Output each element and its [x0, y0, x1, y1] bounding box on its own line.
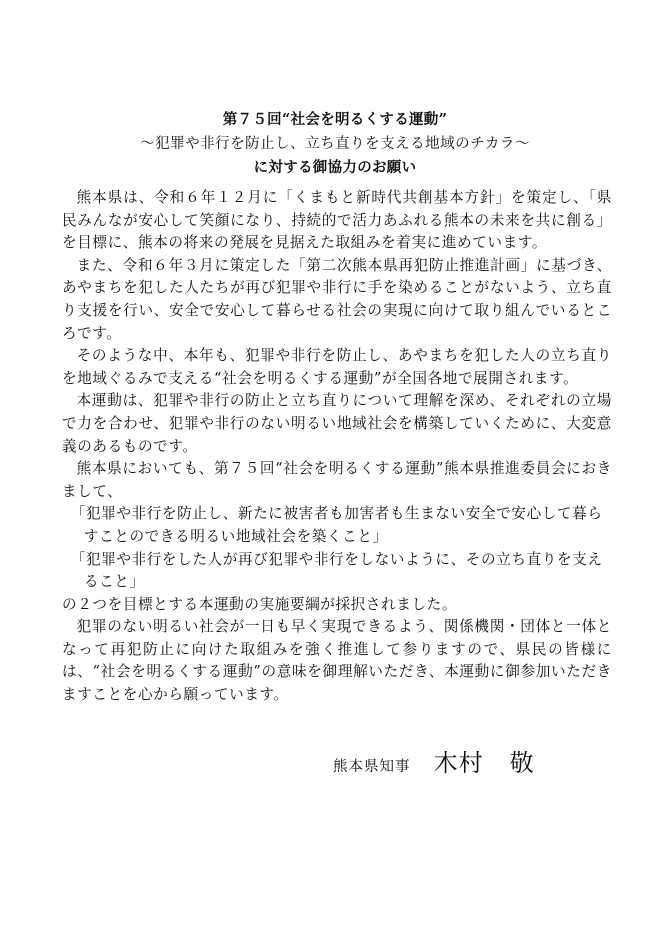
goal-quote-1: 「犯罪や非行を防止し、新たに被害者も加害者も生まない安全で安心して暮らすことのできる明るい地域社会を築くこと」: [70, 505, 603, 545]
letter-body: [62, 187, 612, 707]
paragraph-6: の２つを目標とする本運動の実施要綱が採択されました。: [62, 595, 458, 613]
document-subtitle: ～犯罪や非行を防止し、立ち直りを支える地域のチカラ～: [140, 136, 530, 152]
paragraph-5: 熊本県においても、第７５回“社会を明るくする運動”熊本県推進委員会におきまして、: [62, 460, 612, 500]
signature-name: [434, 749, 535, 777]
goal-quote-2: 「犯罪や非行をした人が再び犯罪や非行をしないように、その立ち直りを支えること」: [70, 550, 603, 591]
signature-given-name: 敬: [509, 749, 535, 777]
signature-surname: 木村: [433, 749, 484, 777]
title-block: [60, 108, 610, 180]
paragraph-1: 熊本県は、令和６年１２月に「くまもと新時代共創基本方針」を策定し、「県民みんなが安心して笑顔になり、持続的で活力あふれる熊本の未来を共に創る」を目標に、熊本の将来の発展を見据えた取組みを着実に進めています。: [62, 189, 612, 252]
signature-title: 熊本県知事: [333, 759, 411, 775]
paragraph-4: 本運動は、犯罪や非行の防止と立ち直りについて理解を深め、それぞれの立場で力を合わせ、犯罪や非行のない明るい地域社会を構築していくために、大変意義のあるものです。: [62, 392, 612, 455]
document-title: 第７５回“社会を明るくする運動”: [222, 111, 448, 128]
paragraph-3: そのような中、本年も、犯罪や非行を防止し、あやまちを犯した人の立ち直りを地域ぐるみで支える“社会を明るくする運動”が全国各地で展開されます。: [62, 347, 612, 387]
paragraph-7: 犯罪のない明るい社会が一日も早く実現できるよう、関係機関・団体と一体となって再犯防止に向けた取組みを強く推進して参りますので、県民の皆様には、“社会を明るくする運動”の意味を御理解いただき、本運動に御参加いただきますことを心から願っています。: [62, 618, 612, 704]
signature-block: [333, 743, 535, 778]
document-title-request: に対する御協力のお願い: [253, 159, 417, 176]
paragraph-2: また、令和６年３月に策定した「第二次熊本県再犯防止推進計画」に基づき、あやまちを犯した人たちが再び犯罪や非行に手を染めることがないよう、立ち直り支援を行い、安全で安心して暮らせる社会の実現に向けて取り組んでいるところです。: [62, 256, 612, 342]
